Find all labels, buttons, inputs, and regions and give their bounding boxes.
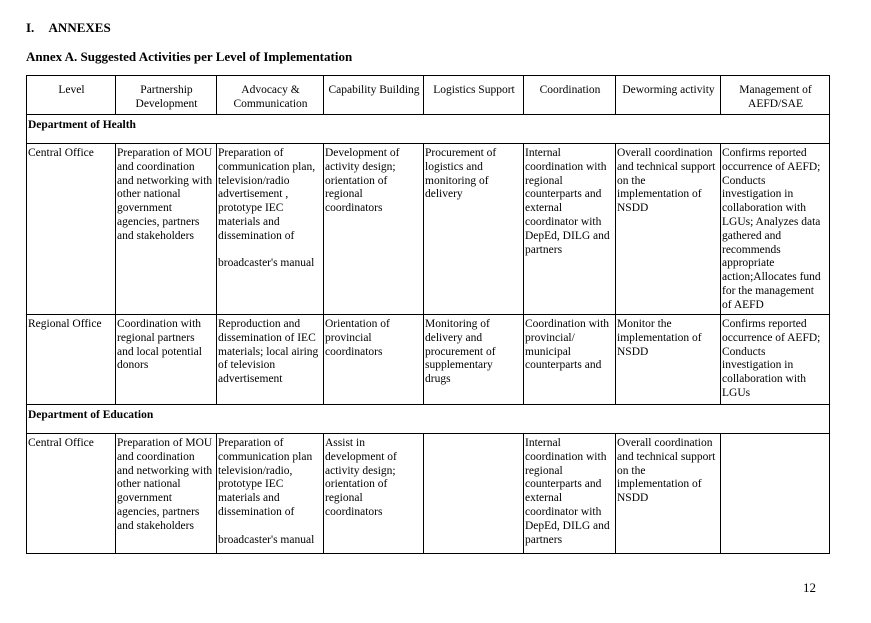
activities-table (26, 75, 830, 554)
table-cell (721, 434, 830, 554)
section-title-doh: Department of Health (27, 115, 830, 144)
table-cell: Preparation of MOU and coordination and networking with other national government agencies, partners and stakeholders (116, 144, 217, 315)
table-cell: Internal coordination with regional counterparts and external coordinator with DepEd, DILG and partners (524, 144, 616, 315)
table-row (27, 315, 830, 405)
table-cell: Monitor the implementation of NSDD (616, 315, 721, 405)
table-cell-level: Regional Office (27, 315, 116, 405)
column-header-advocacy: Advocacy & Communication (217, 76, 324, 115)
column-header-partnership: Partnership Development (116, 76, 217, 115)
table-cell (424, 434, 524, 554)
table-cell: Coordination with provincial/ municipal counterparts and (524, 315, 616, 405)
table-cell: Preparation of communication plan television/radio, prototype IEC materials and dissemination of broadcaster's manual (217, 434, 324, 554)
section-title-deped: Department of Education (27, 405, 830, 434)
page-number: 12 (803, 580, 816, 595)
table-cell-level: Central Office (27, 144, 116, 315)
table-cell: Monitoring of delivery and procurement of supplementary drugs (424, 315, 524, 405)
annex-title: Annex A. Suggested Activities per Level of Implementation (26, 49, 353, 64)
table-cell: Assist in development of activity design; orientation of regional coordinators (324, 434, 424, 554)
table-cell: Development of activity design; orientation of regional coordinators (324, 144, 424, 315)
table-cell: Coordination with regional partners and local potential donors (116, 315, 217, 405)
table-header-row (27, 76, 830, 115)
section-row (27, 405, 830, 434)
table-cell-level: Central Office (27, 434, 116, 554)
section-heading (26, 20, 111, 36)
column-header-capability: Capability Building (324, 76, 424, 115)
table-cell: Overall coordination and technical support on the implementation of NSDD (616, 434, 721, 554)
table-cell: Preparation of communication plan, television/radio advertisement , prototype IEC materials and dissemination of broadcaster's manual (217, 144, 324, 315)
table-cell: Internal coordination with regional counterparts and external coordinator with DepEd, DILG and partners (524, 434, 616, 554)
table-cell: Procurement of logistics and monitoring of delivery (424, 144, 524, 315)
table-cell: Orientation of provincial coordinators (324, 315, 424, 405)
table-cell: Overall coordination and technical support on the implementation of NSDD (616, 144, 721, 315)
column-header-level: Level (27, 76, 116, 115)
column-header-coordination: Coordination (524, 76, 616, 115)
table-row (27, 144, 830, 315)
column-header-management: Management of AEFD/SAE (721, 76, 830, 115)
section-row (27, 115, 830, 144)
table-row (27, 434, 830, 554)
table-cell: Confirms reported occurrence of AEFD; Conducts investigation in collaboration with LGUs (721, 315, 830, 405)
column-header-deworming: Deworming activity (616, 76, 721, 115)
table-cell: Confirms reported occurrence of AEFD; Conducts investigation in collaboration with LGUs; Analyzes data gathered and recommends appropriate action;Allocates fund for the management of AEFD (721, 144, 830, 315)
section-number: I. (26, 20, 35, 35)
section-title: ANNEXES (48, 20, 111, 35)
table-cell: Reproduction and dissemination of IEC materials; local airing of television advertisement (217, 315, 324, 405)
table-cell: Preparation of MOU and coordination and networking with other national government agencies, partners and stakeholders (116, 434, 217, 554)
column-header-logistics: Logistics Support (424, 76, 524, 115)
